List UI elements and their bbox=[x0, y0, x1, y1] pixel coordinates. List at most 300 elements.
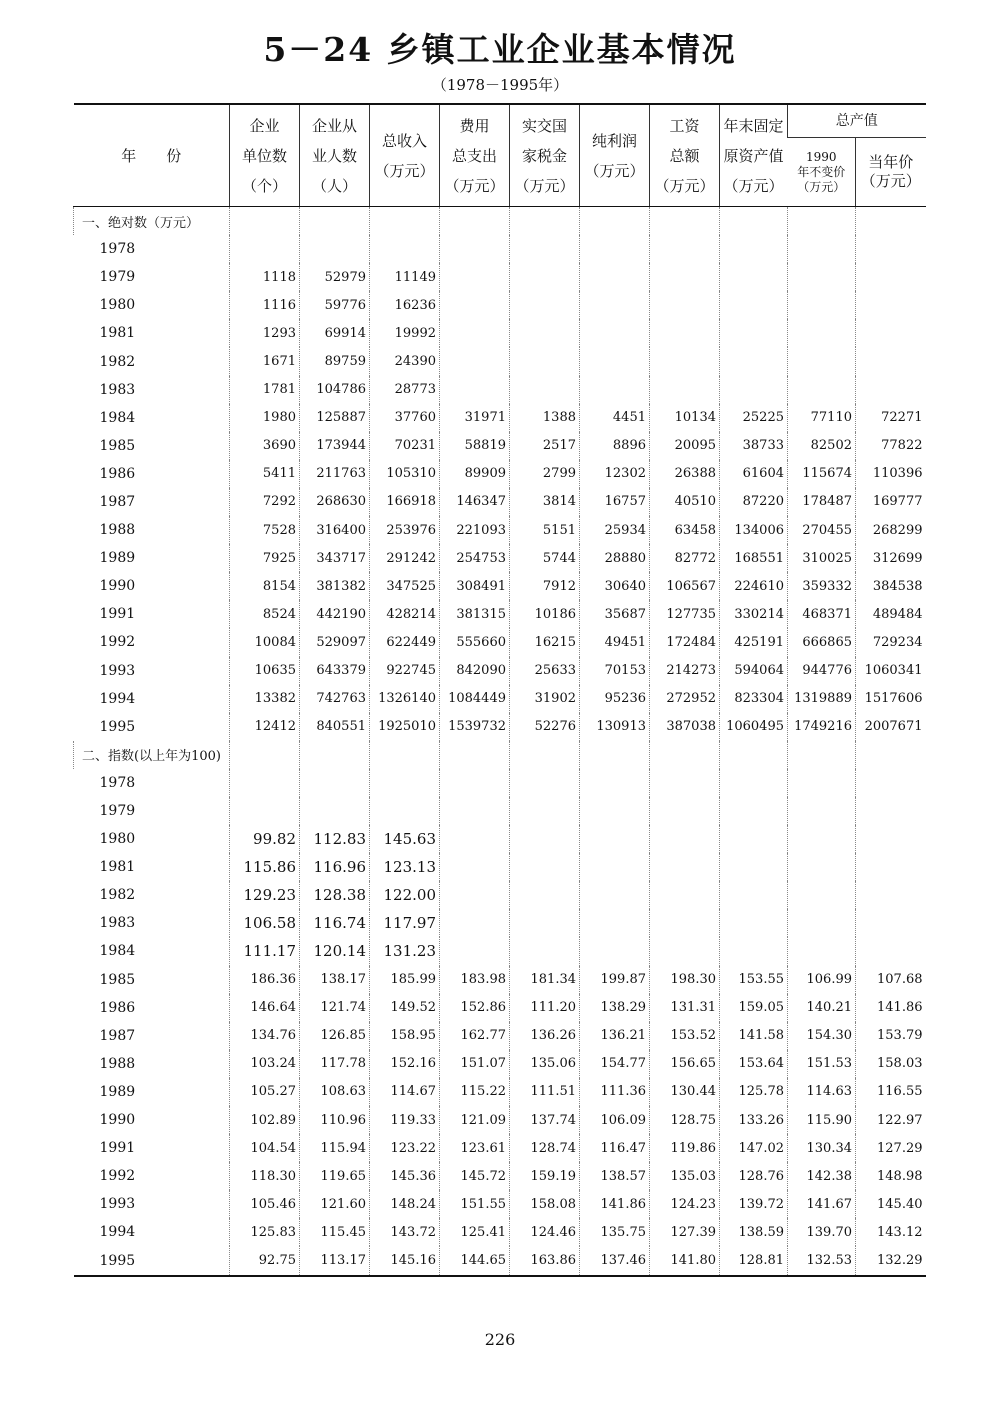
value-cell: 3690 bbox=[230, 432, 300, 460]
value-cell bbox=[510, 347, 580, 375]
value-cell: 1060495 bbox=[720, 713, 788, 741]
value-cell: 840551 bbox=[300, 713, 370, 741]
value-cell bbox=[720, 797, 788, 825]
value-cell: 128.81 bbox=[720, 1246, 788, 1275]
column-header-line: 单位数 bbox=[241, 146, 287, 165]
value-cell: 146347 bbox=[440, 488, 510, 516]
value-cell bbox=[510, 797, 580, 825]
value-cell: 125.78 bbox=[720, 1078, 788, 1106]
value-cell: 555660 bbox=[440, 628, 510, 656]
value-cell bbox=[650, 376, 720, 404]
value-cell: 1118 bbox=[230, 263, 300, 291]
table-row bbox=[74, 600, 926, 628]
value-cell bbox=[510, 235, 580, 263]
value-cell: 1319889 bbox=[788, 685, 856, 713]
value-cell: 126.85 bbox=[300, 1022, 370, 1050]
table-row bbox=[74, 263, 926, 291]
value-cell: 1293 bbox=[230, 319, 300, 347]
value-cell: 52276 bbox=[510, 713, 580, 741]
value-cell bbox=[580, 347, 650, 375]
value-cell bbox=[856, 347, 926, 375]
column-header-line: （万元） bbox=[723, 176, 784, 195]
value-cell: 12412 bbox=[230, 713, 300, 741]
value-cell: 105310 bbox=[370, 460, 440, 488]
table-row bbox=[74, 404, 926, 432]
header-year: 年 份 bbox=[74, 104, 230, 207]
value-cell: 153.79 bbox=[856, 1022, 926, 1050]
value-cell bbox=[440, 853, 510, 881]
column-header-line: 总额 bbox=[669, 146, 700, 165]
value-cell: 119.86 bbox=[650, 1134, 720, 1162]
empty-cell bbox=[650, 741, 720, 769]
value-cell: 198.30 bbox=[650, 966, 720, 994]
value-cell: 316400 bbox=[300, 516, 370, 544]
value-cell: 141.80 bbox=[650, 1246, 720, 1275]
value-cell: 151.53 bbox=[788, 1050, 856, 1078]
value-cell: 145.40 bbox=[856, 1190, 926, 1218]
output-column-header bbox=[856, 138, 926, 207]
value-cell: 158.95 bbox=[370, 1022, 440, 1050]
value-cell bbox=[440, 881, 510, 909]
table-row bbox=[74, 432, 926, 460]
value-cell: 12302 bbox=[580, 460, 650, 488]
value-cell bbox=[650, 881, 720, 909]
table-row bbox=[74, 937, 926, 965]
value-cell: 138.57 bbox=[580, 1162, 650, 1190]
value-cell bbox=[370, 797, 440, 825]
year-cell: 1995 bbox=[99, 718, 136, 735]
value-cell bbox=[440, 376, 510, 404]
empty-cell bbox=[440, 207, 510, 236]
column-header bbox=[720, 104, 788, 207]
value-cell: 121.09 bbox=[440, 1106, 510, 1134]
column-header-line: 总支出 bbox=[451, 146, 497, 165]
value-cell: 10134 bbox=[650, 404, 720, 432]
value-cell: 31902 bbox=[510, 685, 580, 713]
value-cell: 106567 bbox=[650, 572, 720, 600]
value-cell: 30640 bbox=[580, 572, 650, 600]
value-cell: 138.17 bbox=[300, 966, 370, 994]
value-cell bbox=[440, 769, 510, 797]
value-cell bbox=[580, 235, 650, 263]
value-cell: 24390 bbox=[370, 347, 440, 375]
section-label: 二、指数(以上年为100) bbox=[74, 741, 230, 769]
empty-cell bbox=[230, 207, 300, 236]
value-cell: 133.26 bbox=[720, 1106, 788, 1134]
value-cell bbox=[230, 769, 300, 797]
value-cell: 10635 bbox=[230, 657, 300, 685]
year-cell: 1984 bbox=[99, 943, 136, 960]
value-cell: 125887 bbox=[300, 404, 370, 432]
year-cell: 1979 bbox=[99, 269, 136, 286]
value-cell: 105.46 bbox=[230, 1190, 300, 1218]
value-cell bbox=[370, 235, 440, 263]
section-label: 一、绝对数（万元） bbox=[74, 207, 230, 236]
value-cell bbox=[788, 937, 856, 965]
table-header bbox=[74, 104, 926, 207]
value-cell: 8154 bbox=[230, 572, 300, 600]
value-cell bbox=[580, 376, 650, 404]
value-cell: 922745 bbox=[370, 657, 440, 685]
value-cell: 2007671 bbox=[856, 713, 926, 741]
value-cell: 312699 bbox=[856, 544, 926, 572]
value-cell bbox=[788, 853, 856, 881]
value-cell bbox=[580, 853, 650, 881]
empty-cell bbox=[510, 741, 580, 769]
value-cell: 104.54 bbox=[230, 1134, 300, 1162]
value-cell: 172484 bbox=[650, 628, 720, 656]
value-cell: 270455 bbox=[788, 516, 856, 544]
value-cell bbox=[510, 853, 580, 881]
value-cell: 128.76 bbox=[720, 1162, 788, 1190]
value-cell bbox=[650, 825, 720, 853]
year-cell: 1992 bbox=[99, 634, 136, 651]
value-cell: 114.63 bbox=[788, 1078, 856, 1106]
value-cell: 127735 bbox=[650, 600, 720, 628]
table-body bbox=[74, 207, 926, 1276]
value-cell: 63458 bbox=[650, 516, 720, 544]
table-row bbox=[74, 544, 926, 572]
value-cell bbox=[856, 263, 926, 291]
value-cell bbox=[580, 263, 650, 291]
value-cell: 1084449 bbox=[440, 685, 510, 713]
value-cell: 99.82 bbox=[230, 825, 300, 853]
value-cell: 1388 bbox=[510, 404, 580, 432]
value-cell bbox=[300, 235, 370, 263]
column-header-line: 年末固定 bbox=[723, 116, 784, 135]
year-cell: 1993 bbox=[99, 1196, 136, 1213]
empty-cell bbox=[720, 741, 788, 769]
value-cell bbox=[788, 769, 856, 797]
value-cell bbox=[720, 319, 788, 347]
value-cell: 113.17 bbox=[300, 1246, 370, 1275]
value-cell: 125.83 bbox=[230, 1218, 300, 1246]
value-cell: 154.30 bbox=[788, 1022, 856, 1050]
value-cell: 28880 bbox=[580, 544, 650, 572]
table-row bbox=[74, 291, 926, 319]
table-row bbox=[74, 881, 926, 909]
output-column-header-line: （万元） bbox=[860, 172, 921, 190]
value-cell: 343717 bbox=[300, 544, 370, 572]
value-cell bbox=[856, 235, 926, 263]
output-column-header-line: 1990 bbox=[805, 149, 837, 164]
value-cell bbox=[580, 291, 650, 319]
column-header-line: 纯利润 bbox=[591, 131, 637, 150]
column-header-line: （万元） bbox=[374, 161, 435, 180]
value-cell: 2517 bbox=[510, 432, 580, 460]
value-cell: 138.59 bbox=[720, 1218, 788, 1246]
value-cell bbox=[440, 937, 510, 965]
value-cell: 111.20 bbox=[510, 994, 580, 1022]
empty-cell bbox=[440, 741, 510, 769]
value-cell: 169777 bbox=[856, 488, 926, 516]
value-cell: 489484 bbox=[856, 600, 926, 628]
value-cell: 115.90 bbox=[788, 1106, 856, 1134]
value-cell: 622449 bbox=[370, 628, 440, 656]
value-cell bbox=[788, 319, 856, 347]
value-cell bbox=[856, 825, 926, 853]
column-header-line: （人） bbox=[311, 176, 357, 195]
value-cell: 468371 bbox=[788, 600, 856, 628]
value-cell: 3814 bbox=[510, 488, 580, 516]
value-cell: 425191 bbox=[720, 628, 788, 656]
value-cell: 116.74 bbox=[300, 909, 370, 937]
table-row bbox=[74, 516, 926, 544]
value-cell: 117.78 bbox=[300, 1050, 370, 1078]
value-cell: 26388 bbox=[650, 460, 720, 488]
value-cell bbox=[510, 769, 580, 797]
value-cell bbox=[580, 937, 650, 965]
table-row bbox=[74, 797, 926, 825]
column-header-line: 家税金 bbox=[521, 146, 567, 165]
column-header bbox=[370, 104, 440, 207]
value-cell: 35687 bbox=[580, 600, 650, 628]
value-cell bbox=[580, 797, 650, 825]
year-cell: 1979 bbox=[99, 803, 136, 820]
column-header-line: 企业 bbox=[249, 116, 280, 135]
empty-cell bbox=[788, 207, 856, 236]
value-cell: 119.33 bbox=[370, 1106, 440, 1134]
table-row bbox=[74, 1218, 926, 1246]
table-row bbox=[74, 1162, 926, 1190]
value-cell: 123.22 bbox=[370, 1134, 440, 1162]
value-cell: 82772 bbox=[650, 544, 720, 572]
value-cell bbox=[440, 347, 510, 375]
table-row bbox=[74, 1134, 926, 1162]
value-cell bbox=[230, 797, 300, 825]
table-row bbox=[74, 685, 926, 713]
value-cell bbox=[580, 909, 650, 937]
value-cell: 131.23 bbox=[370, 937, 440, 965]
value-cell: 59776 bbox=[300, 291, 370, 319]
value-cell: 178487 bbox=[788, 488, 856, 516]
column-header-line: 工资 bbox=[669, 116, 700, 135]
value-cell: 119.65 bbox=[300, 1162, 370, 1190]
table-row bbox=[74, 572, 926, 600]
value-cell: 153.64 bbox=[720, 1050, 788, 1078]
value-cell: 139.70 bbox=[788, 1218, 856, 1246]
year-cell: 1990 bbox=[99, 1112, 136, 1129]
table-row bbox=[74, 1078, 926, 1106]
value-cell bbox=[510, 319, 580, 347]
value-cell: 224610 bbox=[720, 572, 788, 600]
empty-cell bbox=[580, 741, 650, 769]
value-cell bbox=[720, 263, 788, 291]
year-cell: 1982 bbox=[99, 887, 136, 904]
value-cell: 7292 bbox=[230, 488, 300, 516]
value-cell: 442190 bbox=[300, 600, 370, 628]
value-cell: 122.97 bbox=[856, 1106, 926, 1134]
value-cell: 149.52 bbox=[370, 994, 440, 1022]
table-row bbox=[74, 1022, 926, 1050]
year-cell: 1981 bbox=[99, 859, 136, 876]
value-cell: 115.86 bbox=[230, 853, 300, 881]
year-cell: 1980 bbox=[99, 831, 136, 848]
year-cell: 1980 bbox=[99, 297, 136, 314]
column-header-line: 企业从 bbox=[311, 116, 357, 135]
value-cell: 89909 bbox=[440, 460, 510, 488]
table-row bbox=[74, 347, 926, 375]
value-cell: 140.21 bbox=[788, 994, 856, 1022]
value-cell: 8524 bbox=[230, 600, 300, 628]
value-cell: 842090 bbox=[440, 657, 510, 685]
value-cell: 49451 bbox=[580, 628, 650, 656]
column-header-line: 总收入 bbox=[381, 131, 427, 150]
value-cell: 5151 bbox=[510, 516, 580, 544]
output-column-header-line: 年不变价 bbox=[797, 164, 846, 179]
column-header bbox=[580, 104, 650, 207]
value-cell: 70231 bbox=[370, 432, 440, 460]
table-row bbox=[74, 1050, 926, 1078]
value-cell bbox=[440, 235, 510, 263]
empty-cell bbox=[300, 207, 370, 236]
value-cell: 130.34 bbox=[788, 1134, 856, 1162]
value-cell: 135.03 bbox=[650, 1162, 720, 1190]
value-cell: 147.02 bbox=[720, 1134, 788, 1162]
year-cell: 1981 bbox=[99, 325, 136, 342]
value-cell bbox=[720, 235, 788, 263]
value-cell: 151.55 bbox=[440, 1190, 510, 1218]
value-cell: 5744 bbox=[510, 544, 580, 572]
empty-cell bbox=[370, 207, 440, 236]
value-cell: 136.26 bbox=[510, 1022, 580, 1050]
value-cell: 148.98 bbox=[856, 1162, 926, 1190]
value-cell bbox=[440, 291, 510, 319]
column-header-line: （万元） bbox=[654, 176, 715, 195]
value-cell: 125.41 bbox=[440, 1218, 510, 1246]
value-cell: 8896 bbox=[580, 432, 650, 460]
value-cell: 254753 bbox=[440, 544, 510, 572]
value-cell: 116.47 bbox=[580, 1134, 650, 1162]
value-cell bbox=[650, 937, 720, 965]
value-cell bbox=[720, 291, 788, 319]
year-cell: 1987 bbox=[99, 493, 136, 510]
value-cell: 145.63 bbox=[370, 825, 440, 853]
value-cell: 291242 bbox=[370, 544, 440, 572]
value-cell: 181.34 bbox=[510, 966, 580, 994]
value-cell bbox=[788, 825, 856, 853]
value-cell: 135.06 bbox=[510, 1050, 580, 1078]
value-cell: 145.36 bbox=[370, 1162, 440, 1190]
value-cell: 16236 bbox=[370, 291, 440, 319]
value-cell bbox=[788, 797, 856, 825]
value-cell: 347525 bbox=[370, 572, 440, 600]
year-cell: 1978 bbox=[99, 774, 136, 791]
column-header-line: （万元） bbox=[514, 176, 575, 195]
value-cell: 166918 bbox=[370, 488, 440, 516]
value-cell: 106.99 bbox=[788, 966, 856, 994]
value-cell: 1980 bbox=[230, 404, 300, 432]
value-cell: 159.19 bbox=[510, 1162, 580, 1190]
value-cell: 141.58 bbox=[720, 1022, 788, 1050]
value-cell: 141.86 bbox=[856, 994, 926, 1022]
column-header bbox=[650, 104, 720, 207]
value-cell: 11149 bbox=[370, 263, 440, 291]
value-cell: 168551 bbox=[720, 544, 788, 572]
year-cell: 1984 bbox=[99, 409, 136, 426]
output-column-header bbox=[788, 138, 856, 207]
value-cell: 381315 bbox=[440, 600, 510, 628]
value-cell bbox=[650, 291, 720, 319]
value-cell bbox=[650, 769, 720, 797]
value-cell: 115.45 bbox=[300, 1218, 370, 1246]
value-cell bbox=[856, 909, 926, 937]
value-cell: 77110 bbox=[788, 404, 856, 432]
value-cell: 111.17 bbox=[230, 937, 300, 965]
value-cell: 31971 bbox=[440, 404, 510, 432]
value-cell bbox=[788, 291, 856, 319]
value-cell: 132.53 bbox=[788, 1246, 856, 1275]
value-cell bbox=[580, 769, 650, 797]
value-cell bbox=[856, 937, 926, 965]
table-row bbox=[74, 1106, 926, 1134]
value-cell: 139.72 bbox=[720, 1190, 788, 1218]
value-cell bbox=[650, 797, 720, 825]
value-cell: 211763 bbox=[300, 460, 370, 488]
value-cell: 146.64 bbox=[230, 994, 300, 1022]
value-cell bbox=[650, 319, 720, 347]
value-cell bbox=[856, 291, 926, 319]
value-cell: 1116 bbox=[230, 291, 300, 319]
value-cell: 111.36 bbox=[580, 1078, 650, 1106]
value-cell bbox=[788, 263, 856, 291]
value-cell: 130913 bbox=[580, 713, 650, 741]
value-cell: 214273 bbox=[650, 657, 720, 685]
value-cell bbox=[440, 909, 510, 937]
value-cell: 158.08 bbox=[510, 1190, 580, 1218]
value-cell: 145.72 bbox=[440, 1162, 510, 1190]
value-cell: 152.16 bbox=[370, 1050, 440, 1078]
value-cell bbox=[856, 769, 926, 797]
value-cell bbox=[440, 319, 510, 347]
value-cell: 114.67 bbox=[370, 1078, 440, 1106]
value-cell: 151.07 bbox=[440, 1050, 510, 1078]
value-cell: 1326140 bbox=[370, 685, 440, 713]
value-cell: 381382 bbox=[300, 572, 370, 600]
value-cell: 123.61 bbox=[440, 1134, 510, 1162]
value-cell: 272952 bbox=[650, 685, 720, 713]
table-row bbox=[74, 966, 926, 994]
page-number: 226 bbox=[484, 1330, 516, 1349]
year-cell: 1991 bbox=[99, 606, 136, 623]
value-cell: 186.36 bbox=[230, 966, 300, 994]
value-cell bbox=[580, 881, 650, 909]
year-cell: 1990 bbox=[99, 578, 136, 595]
value-cell: 123.13 bbox=[370, 853, 440, 881]
value-cell: 185.99 bbox=[370, 966, 440, 994]
value-cell: 1925010 bbox=[370, 713, 440, 741]
value-cell: 61604 bbox=[720, 460, 788, 488]
output-column-header-line: 当年价 bbox=[868, 153, 914, 172]
value-cell: 16757 bbox=[580, 488, 650, 516]
year-cell: 1987 bbox=[99, 1027, 136, 1044]
value-cell: 115.22 bbox=[440, 1078, 510, 1106]
year-cell: 1989 bbox=[99, 550, 136, 567]
value-cell bbox=[650, 347, 720, 375]
township-enterprise-table bbox=[73, 103, 926, 1277]
year-cell: 1995 bbox=[74, 1246, 230, 1275]
value-cell bbox=[720, 376, 788, 404]
value-cell: 25225 bbox=[720, 404, 788, 432]
empty-cell bbox=[300, 741, 370, 769]
page-subtitle: （1978－1995年） bbox=[431, 76, 569, 94]
value-cell: 52979 bbox=[300, 263, 370, 291]
year-cell: 1985 bbox=[99, 437, 136, 454]
value-cell: 95236 bbox=[580, 685, 650, 713]
value-cell: 70153 bbox=[580, 657, 650, 685]
table-row bbox=[74, 1190, 926, 1218]
value-cell bbox=[510, 376, 580, 404]
